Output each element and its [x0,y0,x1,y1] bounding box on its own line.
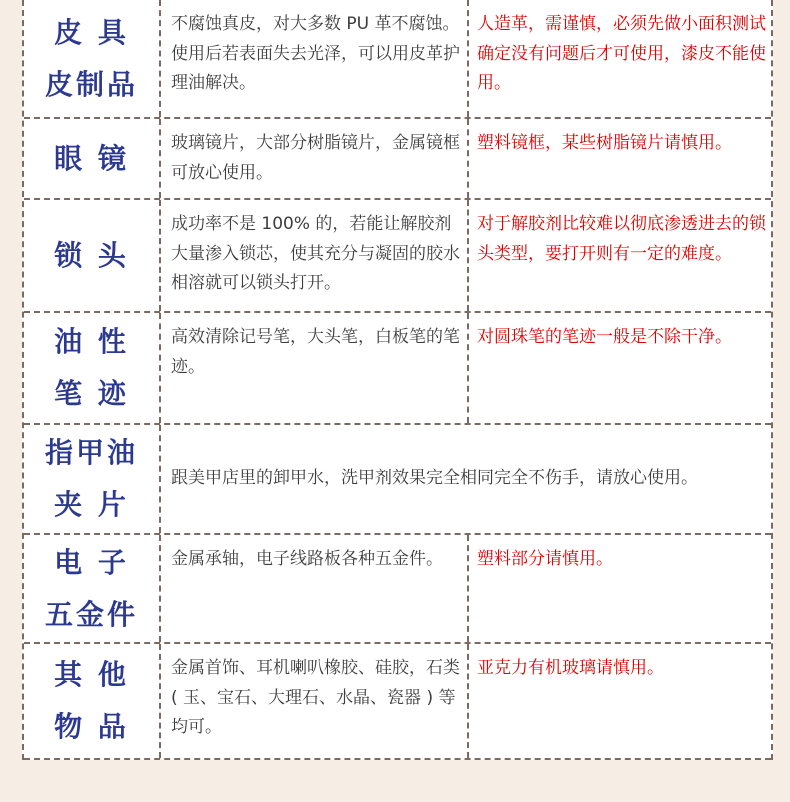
table-row [24,535,771,644]
usage-cell: 金属首饰、耳机喇叭橡胶、硅胶，石类 ( 玉、宝石、大理石、水晶、瓷器 ) 等均可。 [161,644,469,758]
caution-cell: 人造革，需谨慎，必须先做小面积测试确定没有问题后才可使用，漆皮不能使用。 [477,14,766,93]
category-line: 指甲油 [44,436,138,469]
caution-cell: 亚克力有机玻璃请慎用。 [477,658,664,678]
category-line: 油 性 [54,325,129,358]
category-line: 眼 镜 [54,141,129,175]
category-line: 五金件 [44,597,138,631]
caution-cell: 对于解胶剂比较难以彻底渗透进去的锁头类型，要打开则有一定的难度。 [477,214,766,264]
compatibility-table [22,0,773,760]
category-line: 物 品 [54,710,129,743]
caution-cell: 塑料镜框，某些树脂镜片请慎用。 [477,133,732,153]
category-cell [24,119,161,198]
category-line: 其 他 [54,658,129,691]
category-line: 皮 具 [54,15,129,49]
caution-cell: 对圆珠笔的笔迹一般是不除干净。 [477,327,732,347]
usage-cell: 不腐蚀真皮，对大多数 PU 革不腐蚀。使用后若表面失去光泽，可以用皮革护理油解决。 [161,0,469,117]
category-cell [24,535,161,642]
category-line: 夹 片 [54,488,129,521]
usage-cell: 金属承轴，电子线路板各种五金件。 [161,535,469,642]
category-cell [24,313,161,423]
table-row [24,313,771,425]
usage-cell: 高效清除记号笔，大头笔，白板笔的笔迹。 [161,313,469,423]
category-cell [24,425,161,533]
category-line: 皮制品 [44,67,138,101]
table-row [24,200,771,313]
caution-cell: 塑料部分请慎用。 [477,549,613,569]
category-line: 笔 迹 [54,377,129,410]
usage-cell: 成功率不是 100% 的，若能让解胶剂大量渗入锁芯，使其充分与凝固的胶水相溶就可以锁头打开。 [161,200,469,311]
table-row [24,119,771,200]
usage-cell: 玻璃镜片，大部分树脂镜片，金属镜框可放心使用。 [161,119,469,198]
table-row [24,425,771,535]
table-row [24,0,771,119]
category-cell [24,0,161,117]
category-cell [24,644,161,758]
table-row [24,644,771,760]
category-line: 锁 头 [54,238,129,272]
usage-cell: 跟美甲店里的卸甲水，洗甲剂效果完全相同完全不伤手，请放心使用。 [171,468,698,489]
category-cell [24,200,161,311]
category-line: 电 子 [54,545,129,579]
